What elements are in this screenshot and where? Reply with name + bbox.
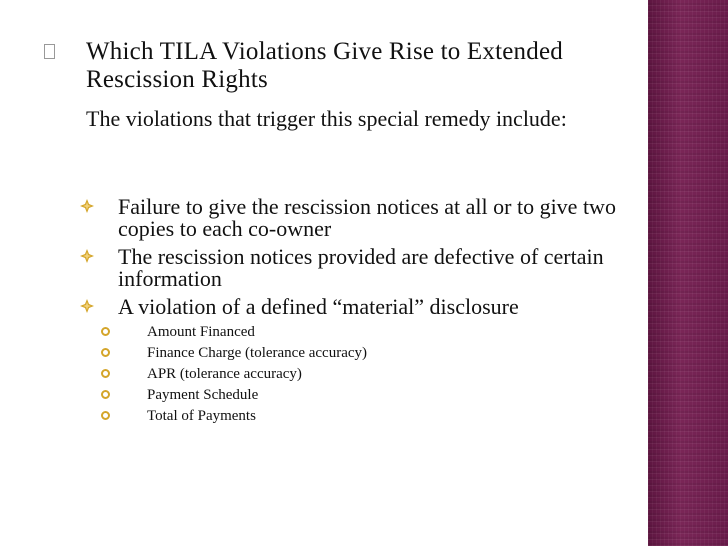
sub-list-item — [98, 322, 638, 343]
sub-list-item — [98, 364, 638, 385]
diamond-bullet-icon — [80, 199, 94, 213]
decorative-side-bar — [648, 0, 728, 546]
list-item-text: The rescission notices provided are defective of certain information — [118, 244, 604, 291]
sub-list-item-text: Payment Schedule — [147, 387, 259, 403]
box-glyph-icon — [44, 44, 55, 59]
ring-bullet-icon — [101, 390, 110, 399]
ring-bullet-icon — [101, 411, 110, 420]
list-item — [78, 196, 638, 240]
ring-bullet-icon — [101, 327, 110, 336]
list-item-text: Failure to give the rescission notices at all or to give two copies to each co-owner — [118, 194, 616, 241]
sub-bullet-list — [98, 322, 638, 427]
list-item — [78, 246, 638, 290]
sub-list-item-text: APR (tolerance accuracy) — [147, 366, 302, 382]
sub-list-item — [98, 343, 638, 364]
slide-title: Which TILA Violations Give Rise to Extended Rescission Rights — [86, 38, 563, 93]
sub-list-item-text: Finance Charge (tolerance accuracy) — [147, 345, 368, 361]
sub-list-item-text: Amount Financed — [147, 324, 255, 340]
sub-list-item-text: Total of Payments — [147, 408, 256, 424]
sub-list-item — [98, 406, 638, 427]
intro-text: The violations that trigger this special remedy include: — [86, 106, 567, 131]
list-item-text: A violation of a defined “material” disclosure — [118, 294, 519, 319]
diamond-bullet-icon — [80, 299, 94, 313]
sub-list-item — [98, 385, 638, 406]
list-item — [78, 296, 638, 318]
ring-bullet-icon — [101, 348, 110, 357]
bullet-list — [78, 196, 638, 427]
main-bullet — [44, 38, 634, 131]
diamond-bullet-icon — [80, 249, 94, 263]
ring-bullet-icon — [101, 369, 110, 378]
